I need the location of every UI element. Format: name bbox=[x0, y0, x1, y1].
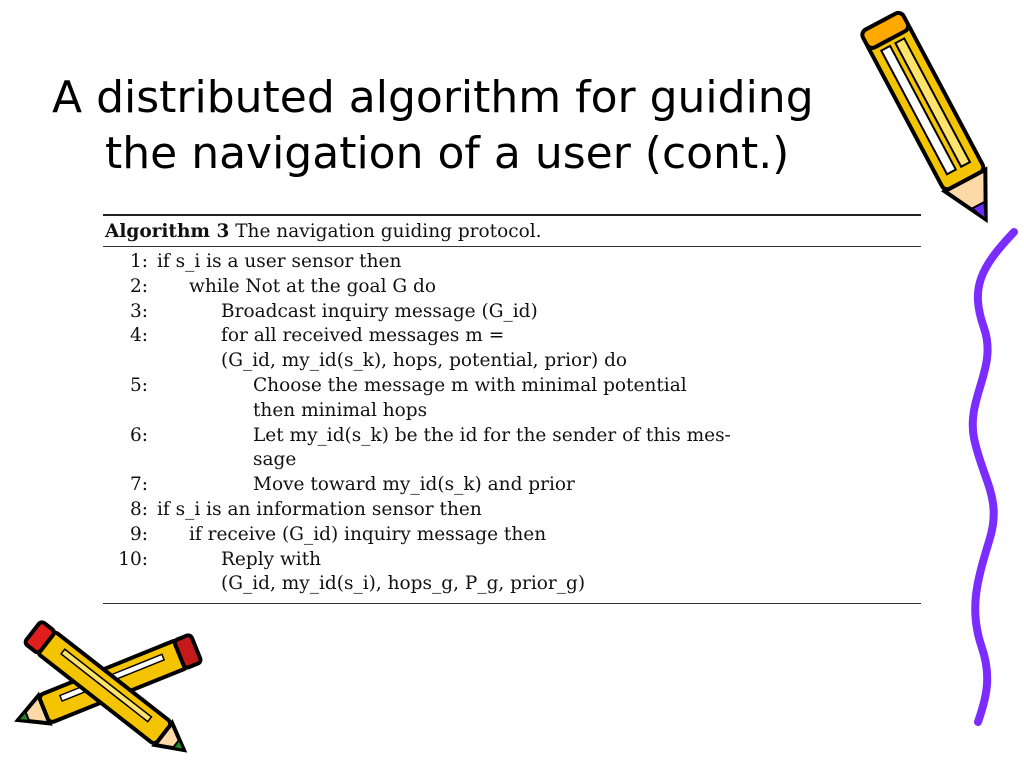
algorithm-line-2 bbox=[103, 275, 921, 300]
algorithm-line-6 bbox=[103, 424, 921, 449]
line-number: 6: bbox=[129, 424, 148, 446]
algorithm-line-7 bbox=[103, 473, 921, 498]
pencil-icon bbox=[860, 4, 1010, 244]
slide-title bbox=[52, 70, 912, 182]
line-text: sage bbox=[253, 449, 297, 471]
line-text: then minimal hops bbox=[253, 399, 428, 421]
line-text: (G_id, my_id(s_i), hops_g, P_g, prior_g) bbox=[221, 573, 586, 595]
line-number: 3: bbox=[129, 300, 148, 322]
line-text: Broadcast inquiry message (G_id) bbox=[221, 300, 538, 322]
line-text: (G_id, my_id(s_k), hops, potential, prior) do bbox=[221, 350, 628, 372]
line-text: if receive (G_id) inquiry message then bbox=[189, 523, 547, 545]
line-text: for all received messages m = bbox=[221, 325, 505, 347]
line-number: 5: bbox=[129, 374, 148, 396]
swirl-decoration-icon bbox=[960, 228, 1024, 728]
algorithm-caption-label: Algorithm 3 bbox=[105, 221, 230, 242]
line-text: while Not at the goal G do bbox=[189, 275, 437, 297]
line-text: Let my_id(s_k) be the id for the sender of this mes- bbox=[253, 424, 731, 446]
algorithm-line-4-cont bbox=[103, 349, 921, 374]
line-number: 10: bbox=[118, 548, 148, 570]
algorithm-line-5 bbox=[103, 374, 921, 399]
title-line-2: the navigation of a user (cont.) bbox=[105, 128, 790, 179]
line-text: if s_i is an information sensor then bbox=[157, 498, 482, 520]
algorithm-line-4 bbox=[103, 324, 921, 349]
algorithm-line-10-cont bbox=[103, 572, 921, 597]
line-number: 1: bbox=[129, 251, 148, 272]
algorithm-caption-text: The navigation guiding protocol. bbox=[235, 221, 542, 242]
algorithm-line-1 bbox=[103, 250, 921, 275]
line-number: 4: bbox=[129, 325, 148, 347]
line-text: Reply with bbox=[221, 548, 322, 570]
algorithm-line-9 bbox=[103, 523, 921, 548]
algorithm-line-8 bbox=[103, 498, 921, 523]
line-text: Move toward my_id(s_k) and prior bbox=[253, 474, 575, 496]
algorithm-line-10 bbox=[103, 548, 921, 573]
line-number: 8: bbox=[129, 498, 148, 520]
algorithm-caption bbox=[103, 216, 921, 246]
line-number: 2: bbox=[129, 275, 148, 297]
algorithm-box bbox=[103, 214, 921, 604]
algorithm-line-5-cont bbox=[103, 399, 921, 424]
algorithm-lines bbox=[103, 247, 921, 597]
line-number: 7: bbox=[129, 474, 148, 496]
line-text: if s_i is a user sensor then bbox=[157, 251, 402, 272]
title-line-1: A distributed algorithm for guiding bbox=[52, 72, 814, 123]
crossed-pencils-icon bbox=[0, 612, 210, 762]
algorithm-line-6-cont bbox=[103, 448, 921, 473]
line-number: 9: bbox=[129, 523, 148, 545]
line-text: Choose the message m with minimal potential bbox=[253, 374, 687, 396]
algorithm-bottom-rule bbox=[103, 603, 921, 604]
algorithm-line-3 bbox=[103, 300, 921, 325]
